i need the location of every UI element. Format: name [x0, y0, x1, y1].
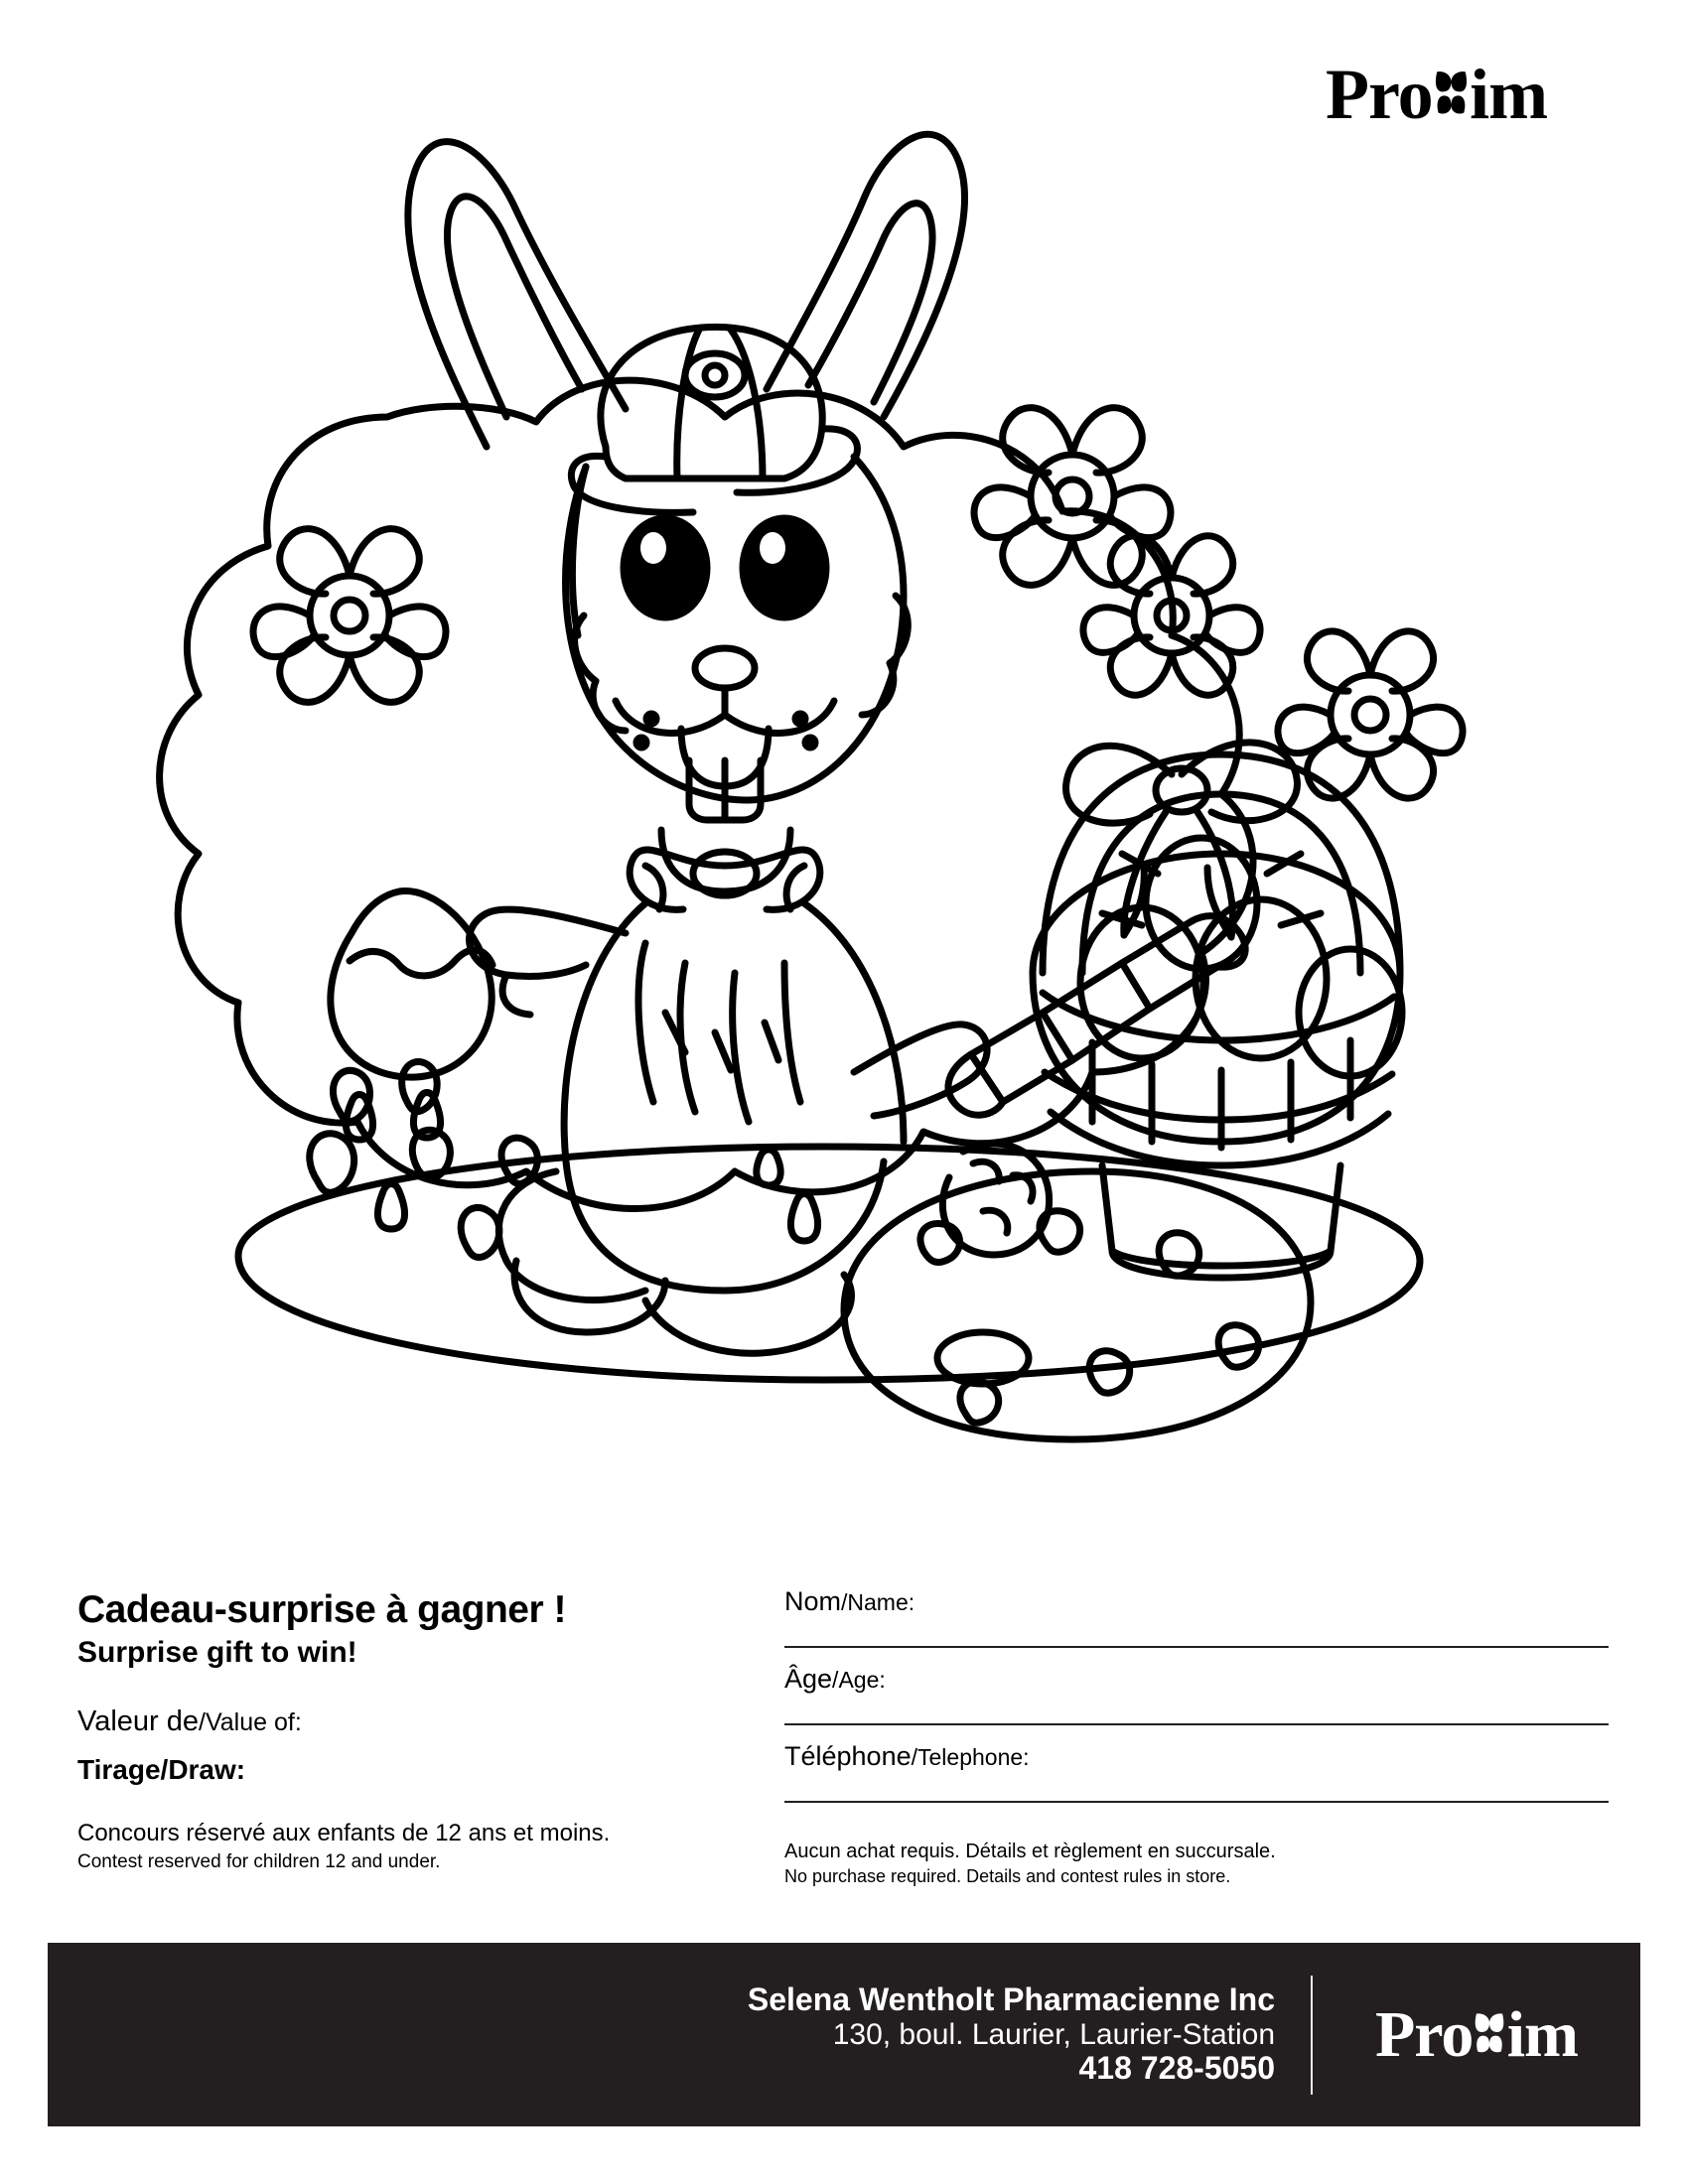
- field-age-rule[interactable]: [784, 1723, 1609, 1725]
- entry-form: [784, 1586, 1609, 1887]
- legal-notice: [784, 1841, 1609, 1887]
- field-telephone-label: [784, 1741, 1030, 1771]
- field-name-label-sep: /: [841, 1589, 848, 1615]
- legal-notice-fr: Aucun achat requis. Détails et règlement en succursale.: [784, 1841, 1276, 1862]
- footer-phone[interactable]: 418 728-5050: [1078, 2050, 1275, 2087]
- field-telephone-label-en: Telephone:: [917, 1744, 1030, 1770]
- field-name-rule[interactable]: [784, 1646, 1609, 1648]
- field-telephone-rule[interactable]: [784, 1801, 1609, 1803]
- value-label: [77, 1706, 733, 1738]
- field-telephone[interactable]: [784, 1741, 1609, 1819]
- footer-address-street: 130, boul. Laurier,: [832, 2017, 1071, 2051]
- contest-title-fr: Cadeau-surprise à gagner !: [77, 1588, 566, 1631]
- footer-store-info: [48, 1982, 1311, 2087]
- brand-name-part1-footer: Pro: [1374, 1997, 1474, 2071]
- value-label-en: Value of:: [205, 1708, 302, 1736]
- contest-title-en: Surprise gift to win!: [77, 1636, 357, 1669]
- field-name[interactable]: [784, 1586, 1609, 1664]
- coloring-illustration: [89, 119, 1599, 1588]
- field-age[interactable]: [784, 1664, 1609, 1741]
- field-age-label-en: Age:: [838, 1667, 886, 1693]
- brand-name-part1: Pro: [1326, 55, 1433, 134]
- field-telephone-label-sep: /: [911, 1744, 917, 1770]
- footer-pharmacy-name: Selena Wentholt Pharmacienne Inc: [747, 1980, 1275, 2017]
- field-age-label-fr: Âge: [784, 1664, 833, 1694]
- brand-name-part2-footer: im: [1506, 1997, 1579, 2071]
- footer-divider: [1311, 1976, 1313, 2095]
- brand-logo-footer: [1313, 1995, 1640, 2075]
- value-label-fr: Valeur de: [77, 1706, 199, 1737]
- field-telephone-label-fr: Téléphone: [784, 1741, 912, 1771]
- contest-rules-en: Contest reserved for children 12 and under.: [77, 1851, 441, 1872]
- draw-label: [77, 1754, 733, 1786]
- footer-address-city: Laurier-Station: [1070, 2017, 1275, 2051]
- field-age-label: [784, 1664, 886, 1694]
- value-label-sep: /: [199, 1708, 206, 1736]
- brand-logo-footer-text: [1375, 1995, 1578, 2075]
- field-name-label: [784, 1586, 914, 1616]
- brand-name-part2: im: [1470, 55, 1548, 134]
- draw-label-sep: /: [160, 1754, 169, 1785]
- field-name-label-fr: Nom: [784, 1586, 842, 1616]
- field-name-label-en: Name:: [847, 1589, 915, 1615]
- contest-rules-fr: Concours réservé aux enfants de 12 ans et moins.: [77, 1820, 611, 1846]
- draw-label-en: Draw:: [168, 1754, 246, 1785]
- footer-band: [48, 1943, 1640, 2126]
- field-age-label-sep: /: [832, 1667, 839, 1693]
- draw-label-fr: Tirage: [77, 1754, 161, 1785]
- footer-address: [48, 2018, 1275, 2052]
- contest-info: [77, 1588, 733, 1873]
- legal-notice-en: No purchase required. Details and contest rules in store.: [784, 1866, 1231, 1886]
